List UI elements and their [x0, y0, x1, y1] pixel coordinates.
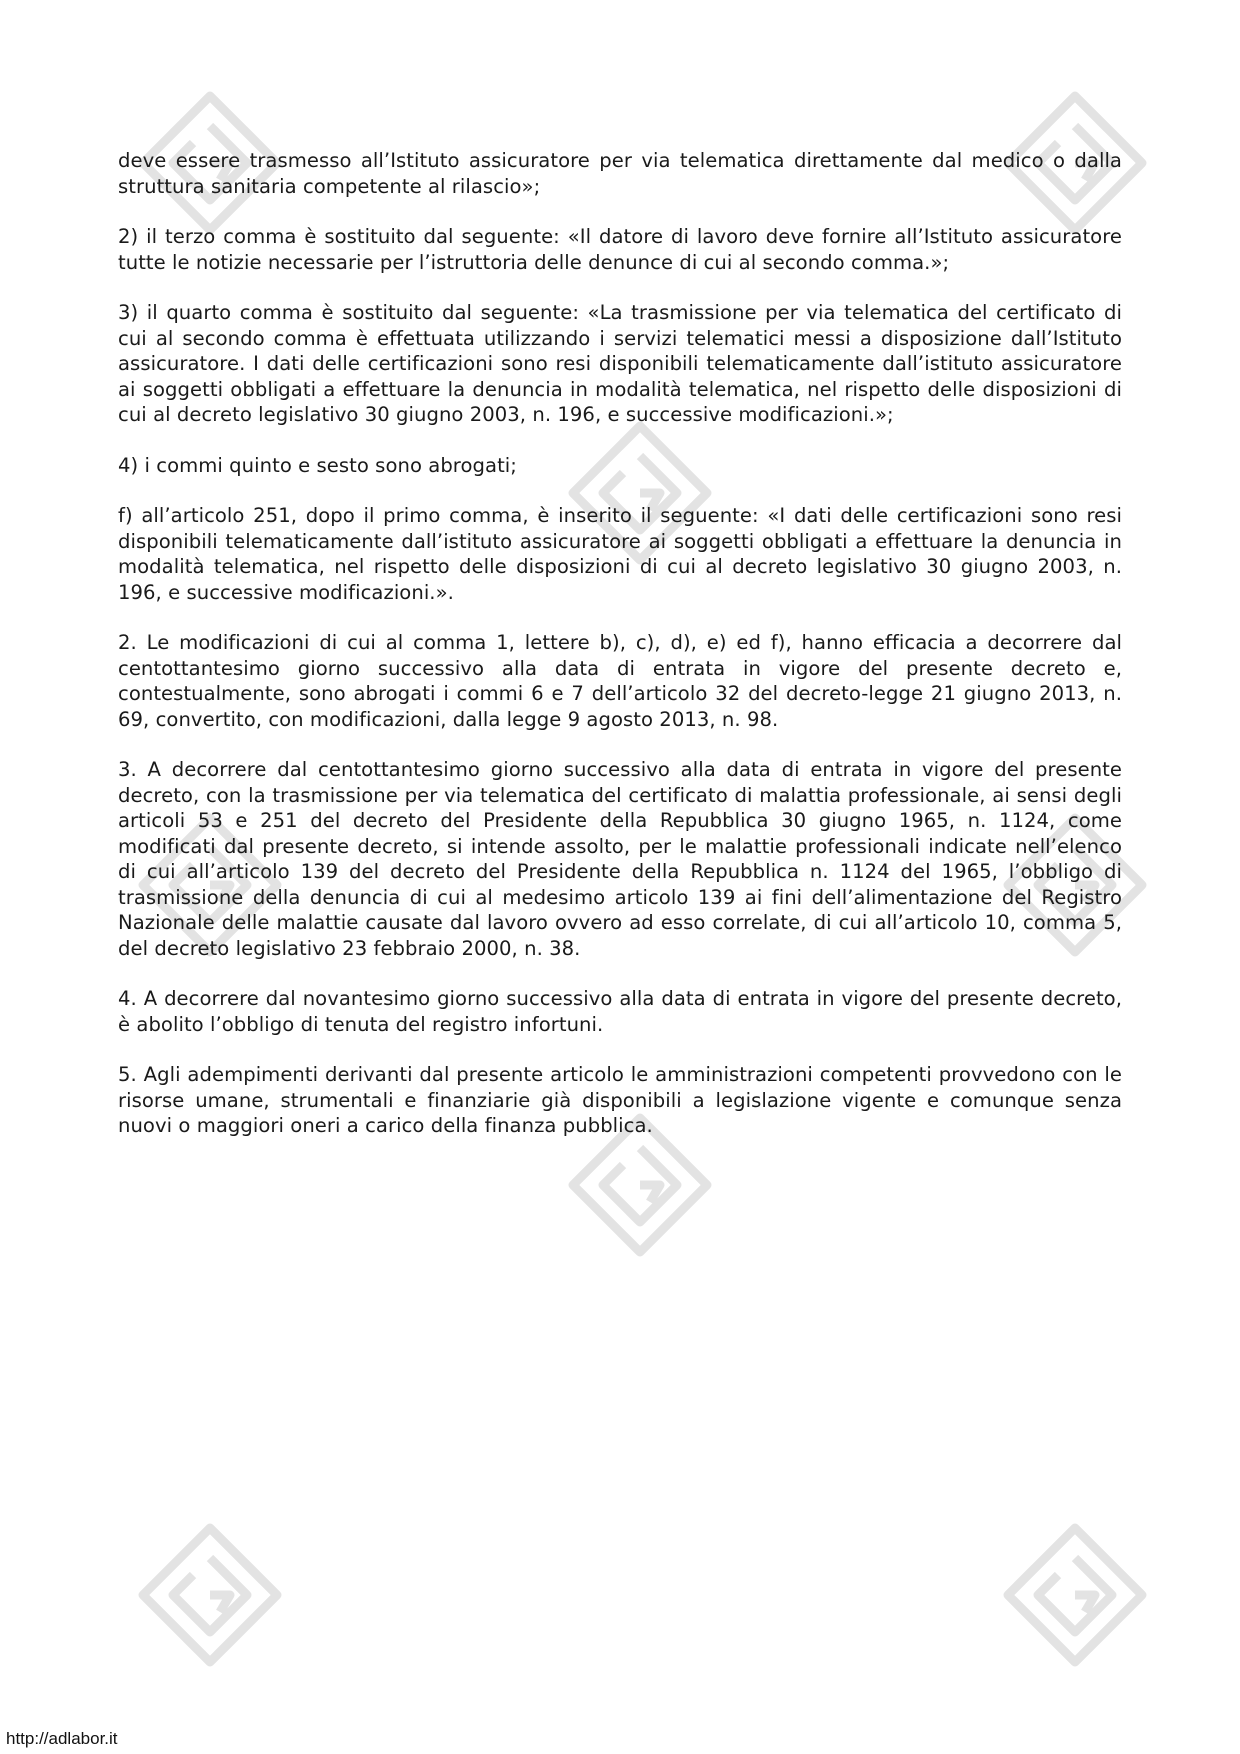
paragraph-continuation: deve essere trasmesso all’Istituto assicuratore per via telematica direttamente dal medico o dalla struttura sanitaria competente al rilascio»; [118, 149, 1122, 198]
paragraph-comma-5: 5. Agli adempimenti derivanti dal presente articolo le amministrazioni competenti provvedono con le risorse umane, strumentali e finanziarie già disponibili a legislazione vigente e comunque senza nuovi o maggiori oneri a carico della finanza pubblica. [118, 1063, 1122, 1137]
paragraph-comma-2: 2. Le modificazioni di cui al comma 1, lettere b), c), d), e) ed f), hanno efficacia a decorrere dal centottantesimo giorno successivo alla data di entrata in vigore del presente decreto e, contestualmente, sono abrogati i commi 6 e 7 dell’articolo 32 del decreto-legge 21 giugno 2013, n. 69, convertito, con modificazioni, dalla legge 9 agosto 2013, n. 98. [118, 631, 1122, 731]
paragraph-item-3: 3) il quarto comma è sostituito dal seguente: «La trasmissione per via telematica del certificato di cui al secondo comma è effettuata utilizzando i servizi telematici messi a disposizione dall’Istituto assicuratore. I dati delle certificazioni sono resi disponibili telematicamente dall’istituto assicuratore ai soggetti obbligati a effettuare la denuncia in modalità telematica, nel rispetto delle disposizioni di cui al decreto legislativo 30 giugno 2003, n. 196, e successive modificazioni.»; [118, 301, 1122, 426]
document-body [118, 148, 1122, 1164]
paragraph-item-2: 2) il terzo comma è sostituito dal seguente: «Il datore di lavoro deve fornire all’Istituto assicuratore tutte le notizie necessarie per l’istruttoria delle denunce di cui al secondo comma.»; [118, 225, 1122, 274]
watermark-logo-icon [135, 1520, 285, 1670]
paragraph-comma-3: 3. A decorrere dal centottantesimo giorno successivo alla data di entrata in vigore del presente decreto, con la trasmissione per via telematica del certificato di malattia professionale, ai sensi degli articoli 53 e 251 del decreto del Presidente della Repubblica 30 giugno 1965, n. 1124, come modificati dal presente decreto, si intende assolto, per le malattie professionali indicate nell’elenco di cui all’articolo 139 del decreto del Presidente della Repubblica n. 1124 del 1965, l’obbligo di trasmissione della denuncia di cui al medesimo articolo 139 ai fini dell’alimentazione del Registro Nazionale delle malattie causate dal lavoro ovvero ad esso correlate, di cui all’articolo 10, comma 5, del decreto legislativo 23 febbraio 2000, n. 38. [118, 758, 1122, 960]
footer-url-link[interactable]: http://adlabor.it [6, 1729, 118, 1748]
paragraph-item-4: 4) i commi quinto e sesto sono abrogati; [118, 453, 517, 477]
paragraph-comma-4: 4. A decorrere dal novantesimo giorno successivo alla data di entrata in vigore del presente decreto, è abolito l’obbligo di tenuta del registro infortuni. [118, 987, 1122, 1036]
paragraph-item-f: f) all’articolo 251, dopo il primo comma, è inserito il seguente: «I dati delle certificazioni sono resi disponibili telematicamente dall’istituto assicuratore ai soggetti obbligati a effettuare la denuncia in modalità telematica, nel rispetto delle disposizioni di cui al decreto legislativo 30 giugno 2003, n. 196, e successive modificazioni.». [118, 504, 1122, 604]
watermark-logo-icon [1000, 1520, 1150, 1670]
